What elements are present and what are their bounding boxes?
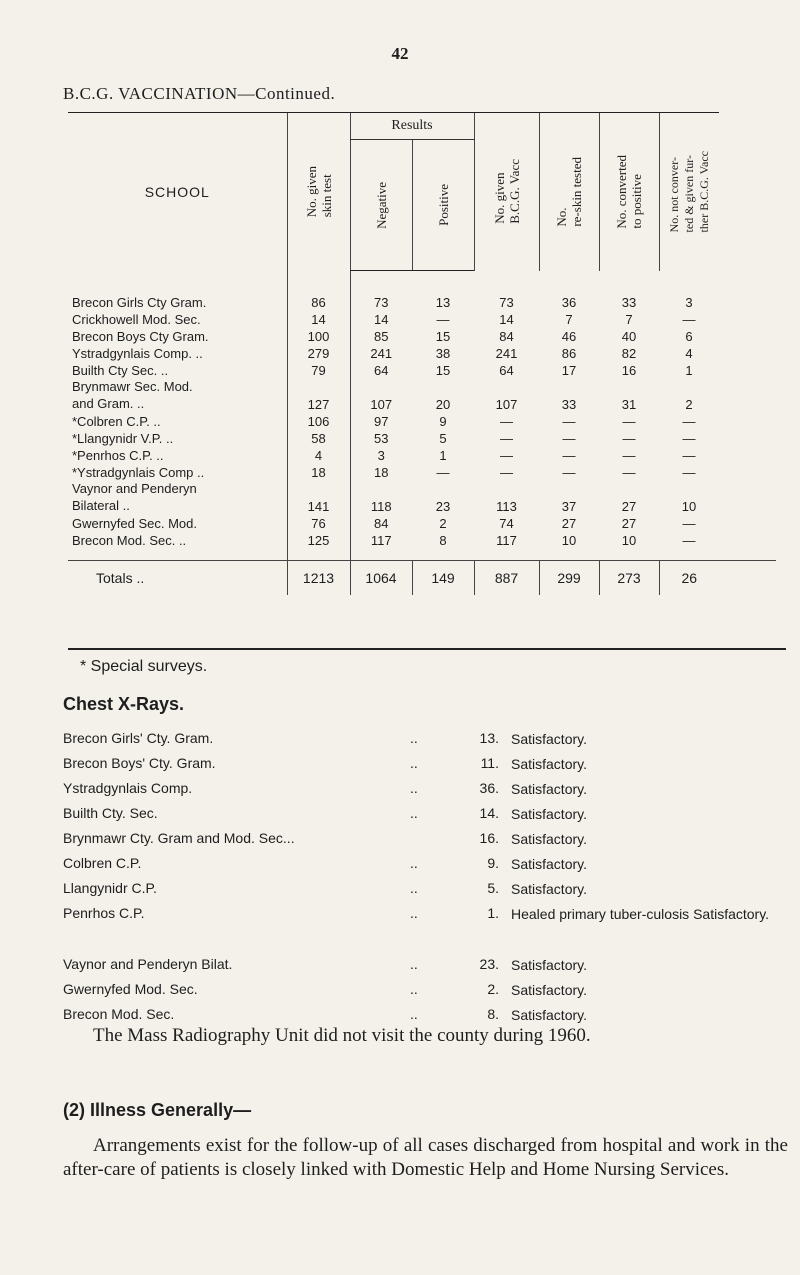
vaccination-table bbox=[68, 112, 776, 595]
mass-radiography-paragraph: The Mass Radiography Unit did not visit the county during 1960. bbox=[93, 1025, 591, 1046]
header-school: SCHOOL bbox=[68, 113, 287, 271]
totals-row: Totals .. 1213 1064 149 887 299 273 26 bbox=[68, 561, 776, 596]
list-item: Colbren C.P. .. 9. Satisfactory. bbox=[63, 855, 587, 872]
vaccination-table-container bbox=[68, 112, 776, 595]
list-item: Brynmawr Cty. Gram and Mod. Sec... 16. Satisfactory. bbox=[63, 830, 587, 847]
table-row: *Llangynidr V.P. .. 58 53 5 — — — — bbox=[72, 431, 696, 446]
table-row: Vaynor and Penderyn Bilateral .. 141 118 23 113 37 27 10 bbox=[72, 481, 697, 514]
list-item: Brecon Boys' Cty. Gram. .. 11. Satisfactory. bbox=[63, 755, 587, 772]
table-row: *Colbren C.P. .. 106 97 9 — — — — bbox=[72, 414, 696, 429]
chest-xrays-list bbox=[63, 730, 793, 1031]
header-reskin-tested: No. re-skin tested bbox=[539, 113, 599, 271]
header-converted: No. converted to positive bbox=[599, 113, 659, 271]
section-title: B.C.G. VACCINATION—Continued. bbox=[63, 84, 336, 103]
list-item: Brecon Girls' Cty. Gram. .. 13. Satisfactory. bbox=[63, 730, 587, 747]
chest-xrays-title: Chest X-Rays. bbox=[63, 694, 185, 714]
list-item: Vaynor and Penderyn Bilat. .. 23. Satisfactory. bbox=[63, 956, 587, 973]
table-row: *Penrhos C.P. .. 4 3 1 — — — — bbox=[72, 448, 696, 463]
header-not-converted: No. not conver- ted & given fur- ther B.C.G. Vacc bbox=[659, 113, 719, 271]
header-results: Results bbox=[350, 113, 474, 140]
footnote: * Special surveys. bbox=[80, 658, 208, 675]
table-row: Brecon Boys Cty Gram. 100 85 15 84 46 40 6 bbox=[72, 329, 693, 344]
table-row: Brecon Girls Cty Gram. 86 73 13 73 36 33 3 bbox=[68, 271, 776, 311]
header-given-skin-test: No. given skin test bbox=[287, 113, 350, 271]
table-row: Builth Cty Sec. .. 79 64 15 64 17 16 1 bbox=[72, 363, 693, 378]
table-row: Gwernyfed Sec. Mod. 76 84 2 74 27 27 — bbox=[72, 516, 696, 531]
list-item: Brecon Mod. Sec. .. 8. Satisfactory. bbox=[63, 1006, 587, 1023]
table-row: Brynmawr Sec. Mod. and Gram. .. 127 107 20 107 33 31 2 bbox=[72, 379, 693, 412]
table-row: Brecon Mod. Sec. .. 125 117 8 117 10 10 — bbox=[72, 533, 696, 548]
table-row: Crickhowell Mod. Sec. 14 14 — 14 7 7 — bbox=[72, 312, 696, 327]
header-given-bcg: No. given B.C.G. Vacc bbox=[474, 113, 539, 271]
list-item: Gwernyfed Mod. Sec. .. 2. Satisfactory. bbox=[63, 981, 587, 998]
page-number: 42 bbox=[391, 44, 409, 63]
header-positive: Positive bbox=[412, 140, 474, 271]
table-bottom-rule bbox=[68, 648, 786, 650]
list-item: Penrhos C.P. .. 1. Healed primary tuber-culosis Satisfactory. bbox=[63, 905, 770, 922]
list-item: Llangynidr C.P. .. 5. Satisfactory. bbox=[63, 880, 587, 897]
table-row: *Ystradgynlais Comp .. 18 18 — — — — — bbox=[72, 465, 696, 480]
list-item: Builth Cty. Sec. .. 14. Satisfactory. bbox=[63, 805, 587, 822]
table-row: Ystradgynlais Comp. .. 279 241 38 241 86 82 4 bbox=[72, 346, 693, 361]
list-item: Ystradgynlais Comp. .. 36. Satisfactory. bbox=[63, 780, 587, 797]
header-negative: Negative bbox=[350, 140, 412, 271]
illness-paragraph: Arrangements exist for the follow-up of all cases discharged from hospital and work in the after-care of patients is closely linked with Domestic Help and Home Nursing Services. bbox=[63, 1135, 788, 1180]
illness-heading: (2) Illness Generally— bbox=[63, 1100, 252, 1120]
